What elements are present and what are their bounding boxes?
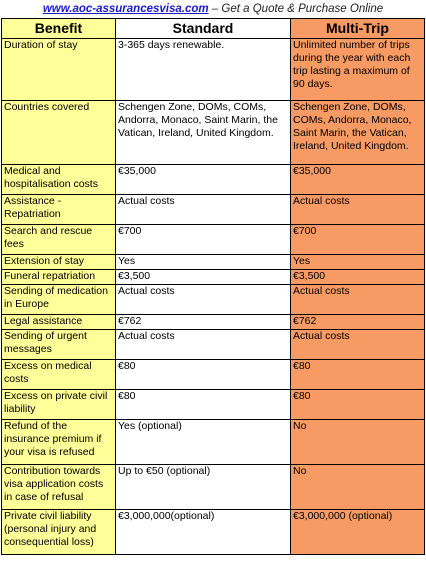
benefit-cell: Excess on medical costs <box>2 360 116 390</box>
benefit-cell: Duration of stay <box>2 39 116 101</box>
standard-cell: €762 <box>116 315 291 330</box>
benefit-cell: Sending of urgent messages <box>2 330 116 360</box>
benefit-cell: Assistance - Repatriation <box>2 195 116 225</box>
standard-cell: €80 <box>116 360 291 390</box>
table-row <box>2 330 425 360</box>
multitrip-cell: €80 <box>291 360 425 390</box>
table-row <box>2 255 425 270</box>
standard-cell: €3,500 <box>116 270 291 285</box>
multitrip-cell: Actual costs <box>291 285 425 315</box>
benefit-cell: Legal assistance <box>2 315 116 330</box>
column-header-benefit: Benefit <box>2 19 116 39</box>
benefit-cell: Extension of stay <box>2 255 116 270</box>
standard-cell: Up to €50 (optional) <box>116 465 291 510</box>
standard-cell: €35,000 <box>116 165 291 195</box>
column-header-multitrip: Multi-Trip <box>291 19 425 39</box>
standard-cell: Actual costs <box>116 285 291 315</box>
table-row <box>2 315 425 330</box>
standard-cell: €80 <box>116 390 291 420</box>
standard-cell: €3,000,000(optional) <box>116 510 291 555</box>
multitrip-cell: No <box>291 420 425 465</box>
header-row <box>2 19 425 39</box>
multitrip-cell: No <box>291 465 425 510</box>
standard-cell: Yes <box>116 255 291 270</box>
standard-cell: €700 <box>116 225 291 255</box>
benefit-cell: Countries covered <box>2 101 116 165</box>
website-link[interactable]: www.aoc-assurancesvisa.com <box>42 3 209 15</box>
header-banner <box>0 0 426 18</box>
table-row <box>2 101 425 165</box>
multitrip-cell: Schengen Zone, DOMs, COMs, Andorra, Monaco, Saint Marin, the Vatican, Ireland, United Kingdom. <box>291 101 425 165</box>
multitrip-cell: €3,000,000 (optional) <box>291 510 425 555</box>
multitrip-cell: €80 <box>291 390 425 420</box>
benefit-cell: Private civil liability (personal injury and consequential loss) <box>2 510 116 555</box>
table-row <box>2 465 425 510</box>
standard-cell: Yes (optional) <box>116 420 291 465</box>
table-row <box>2 39 425 101</box>
standard-cell: Schengen Zone, DOMs, COMs, Andorra, Monaco, Saint Marin, the Vatican, Ireland, United Kingdom. <box>116 101 291 165</box>
comparison-table <box>1 18 425 555</box>
table-row <box>2 510 425 555</box>
multitrip-cell: Actual costs <box>291 195 425 225</box>
benefit-cell: Excess on private civil liability <box>2 390 116 420</box>
standard-cell: Actual costs <box>116 195 291 225</box>
multitrip-cell: Actual costs <box>291 330 425 360</box>
column-header-standard: Standard <box>116 19 291 39</box>
benefit-cell: Search and rescue fees <box>2 225 116 255</box>
table-row <box>2 285 425 315</box>
table-row <box>2 165 425 195</box>
multitrip-cell: €3,500 <box>291 270 425 285</box>
multitrip-cell: Unlimited number of trips during the year with each trip lasting a maximum of 90 days. <box>291 39 425 101</box>
multitrip-cell: €762 <box>291 315 425 330</box>
standard-cell: 3-365 days renewable. <box>116 39 291 101</box>
table-row <box>2 390 425 420</box>
benefit-cell: Medical and hospitalisation costs <box>2 165 116 195</box>
standard-cell: Actual costs <box>116 330 291 360</box>
table-row <box>2 225 425 255</box>
benefit-cell: Contribution towards visa application costs in case of refusal <box>2 465 116 510</box>
multitrip-cell: Yes <box>291 255 425 270</box>
benefit-cell: Funeral repatriation <box>2 270 116 285</box>
benefit-cell: Sending of medication in Europe <box>2 285 116 315</box>
banner-tagline: – Get a Quote & Purchase Online <box>208 3 384 15</box>
multitrip-cell: €35,000 <box>291 165 425 195</box>
multitrip-cell: €700 <box>291 225 425 255</box>
table-row <box>2 360 425 390</box>
table-row <box>2 270 425 285</box>
table-row <box>2 420 425 465</box>
table-row <box>2 195 425 225</box>
benefit-cell: Refund of the insurance premium if your visa is refused <box>2 420 116 465</box>
